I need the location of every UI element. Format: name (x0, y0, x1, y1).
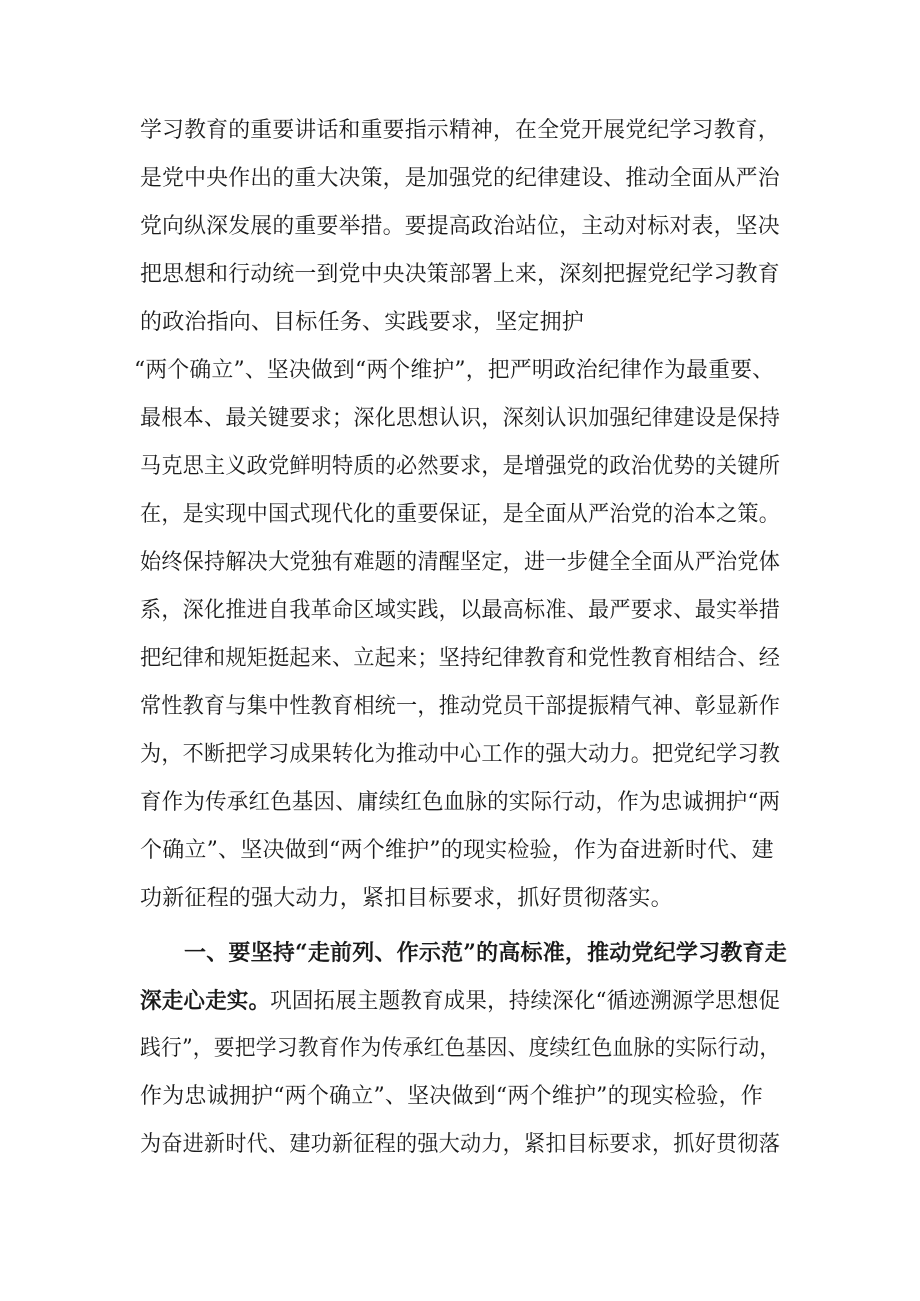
text-line: 把思想和行动统一到党中央决策部署上来，深刻把握党纪学习教育 (140, 262, 780, 287)
text-line: 始终保持解决大党独有难题的清醒坚定，进一步健全全面从严治党体 (140, 550, 781, 575)
text-line: 为奋进新时代、建功新征程的强大动力，紧扣目标要求，抓好贯彻落 (140, 1132, 781, 1157)
text-line: 党向纵深发展的重要举措。要提高政治站位，主动对标对表，坚决 (140, 214, 780, 239)
text-line: 为，不断把学习成果转化为推动中心工作的强大动力。把党纪学习教 (140, 742, 781, 767)
text-line (140, 986, 780, 1016)
section-text: 巩固拓展主题教育成果，持续深化“循迹溯源学思想促 (270, 989, 781, 1014)
text-line: 践行”，要把学习教育作为传承红色基因、度续红色血脉的实际行动， (140, 1036, 781, 1061)
text-line: 育作为传承红色基因、庸续红色血脉的实际行动，作为忠诚拥护“两 (140, 790, 781, 815)
text-line: 学习教育的重要讲话和重要指示精神，在全党开展党纪学习教育， (140, 118, 780, 143)
text-line: 马克思主义政党鲜明特质的必然要求，是增强党的政治优势的关键所 (140, 454, 781, 479)
text-line: 系，深化推进自我革命区域实践，以最高标准、最严要求、最实举措 (140, 598, 781, 623)
text-line: 功新征程的强大动力，紧扣目标要求，抓好贯彻落实。 (140, 886, 673, 911)
text-line: 在，是实现中国式现代化的重要保证，是全面从严治党的治本之策。 (140, 502, 781, 527)
text-line: “两个确立”、坚决做到“两个维护”，把严明政治纪律作为最重要、 (134, 358, 775, 383)
text-line: 是党中央作出的重大决策，是加强党的纪律建设、推动全面从严治 (140, 166, 780, 191)
text-line: 作为忠诚拥护“两个确立”、坚决做到“两个维护”的现实检验，作 (140, 1084, 763, 1109)
text-line: 最根本、最关键要求；深化思想认识，深刻认识加强纪律建设是保持 (140, 406, 781, 431)
text-line: 常性教育与集中性教育相统一，推动党员干部提振精气神、彰显新作 (140, 694, 781, 719)
section-heading: 一、要坚持“走前列、作示范”的高标准，推动党纪学习教育走 (184, 940, 787, 966)
text-line: 个确立”、坚决做到“两个维护”的现实检验，作为奋进新时代、建 (140, 838, 774, 863)
text-line: 把纪律和规矩挺起来、立起来；坚持纪律教育和党性教育相结合、经 (140, 646, 781, 671)
text-line: 的政治指向、目标任务、实践要求，坚定拥护 (140, 310, 585, 335)
section-heading-continued: 深走心走实。 (140, 988, 271, 1014)
